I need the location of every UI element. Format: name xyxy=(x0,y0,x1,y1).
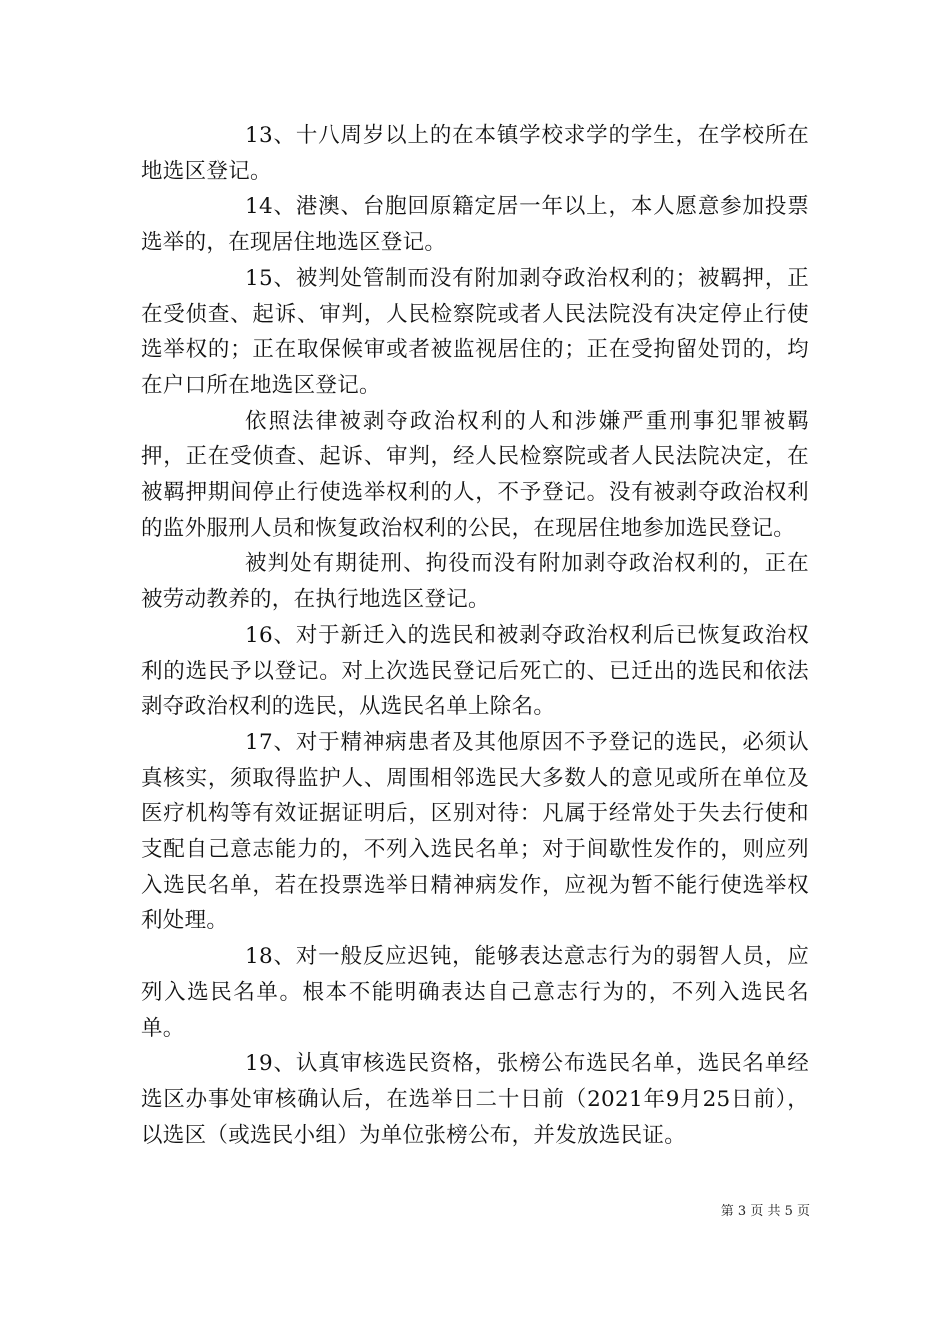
paragraph-13: 13、十八周岁以上的在本镇学校求学的学生，在学校所在地选区登记。 xyxy=(141,123,809,184)
page-number: 第 3 页 共 5 页 xyxy=(720,1204,810,1219)
paragraph-14: 14、港澳、台胞回原籍定居一年以上，本人愿意参加投票选举的，在现居住地选区登记。 xyxy=(141,194,809,256)
document-body xyxy=(141,118,809,1153)
paragraph-15-sentenced: 被判处有期徒刑、拘役而没有附加剥夺政治权利的，正在被劳动教养的，在执行地选区登记。 xyxy=(141,551,809,613)
paragraph-17: 17、对于精神病患者及其他原因不予登记的选民，必须认真核实，须取得监护人、周围相邻选民大多数人的意见或所在单位及医疗机构等有效证据证明后，区别对待：凡属于经常处于失去行使和支配自己意志能力的，不列入选民名单；对于间歇性发作的，则应列入选民名单，若在投票选举日精神病发作，应视为暂不能行使选举权利处理。 xyxy=(141,729,809,934)
paragraph-19: 19、认真审核选民资格，张榜公布选民名单，选民名单经选区办事处审核确认后，在选举日二十日前（2021年9月25日前），以选区（或选民小组）为单位张榜公布，并发放选民证。 xyxy=(141,1051,809,1148)
paragraph-16: 16、对于新迁入的选民和被剥夺政治权利后已恢复政治权利的选民予以登记。对上次选民登记后死亡的、已迁出的选民和依法剥夺政治权利的选民，从选民名单上除名。 xyxy=(141,622,809,720)
paragraph-18: 18、对一般反应迟钝，能够表达意志行为的弱智人员，应列入选民名单。根本不能明确表达自己意志行为的，不列入选民名单。 xyxy=(141,944,809,1041)
paragraph-15-deprived-rights: 依照法律被剥夺政治权利的人和涉嫌严重刑事犯罪被羁押，正在受侦查、起诉、审判，经人民检察院或者人民法院决定，在被羁押期间停止行使选举权利的人，不予登记。没有被剥夺政治权利的监外服刑人员和恢复政治权利的公民，在现居住地参加选民登记。 xyxy=(141,408,809,541)
paragraph-15: 15、被判处管制而没有附加剥夺政治权利的；被羁押，正在受侦查、起诉、审判，人民检察院或者人民法院没有决定停止行使选举权的；正在取保候审或者被监视居住的；正在受拘留处罚的，均在户口所在地选区登记。 xyxy=(141,265,809,398)
